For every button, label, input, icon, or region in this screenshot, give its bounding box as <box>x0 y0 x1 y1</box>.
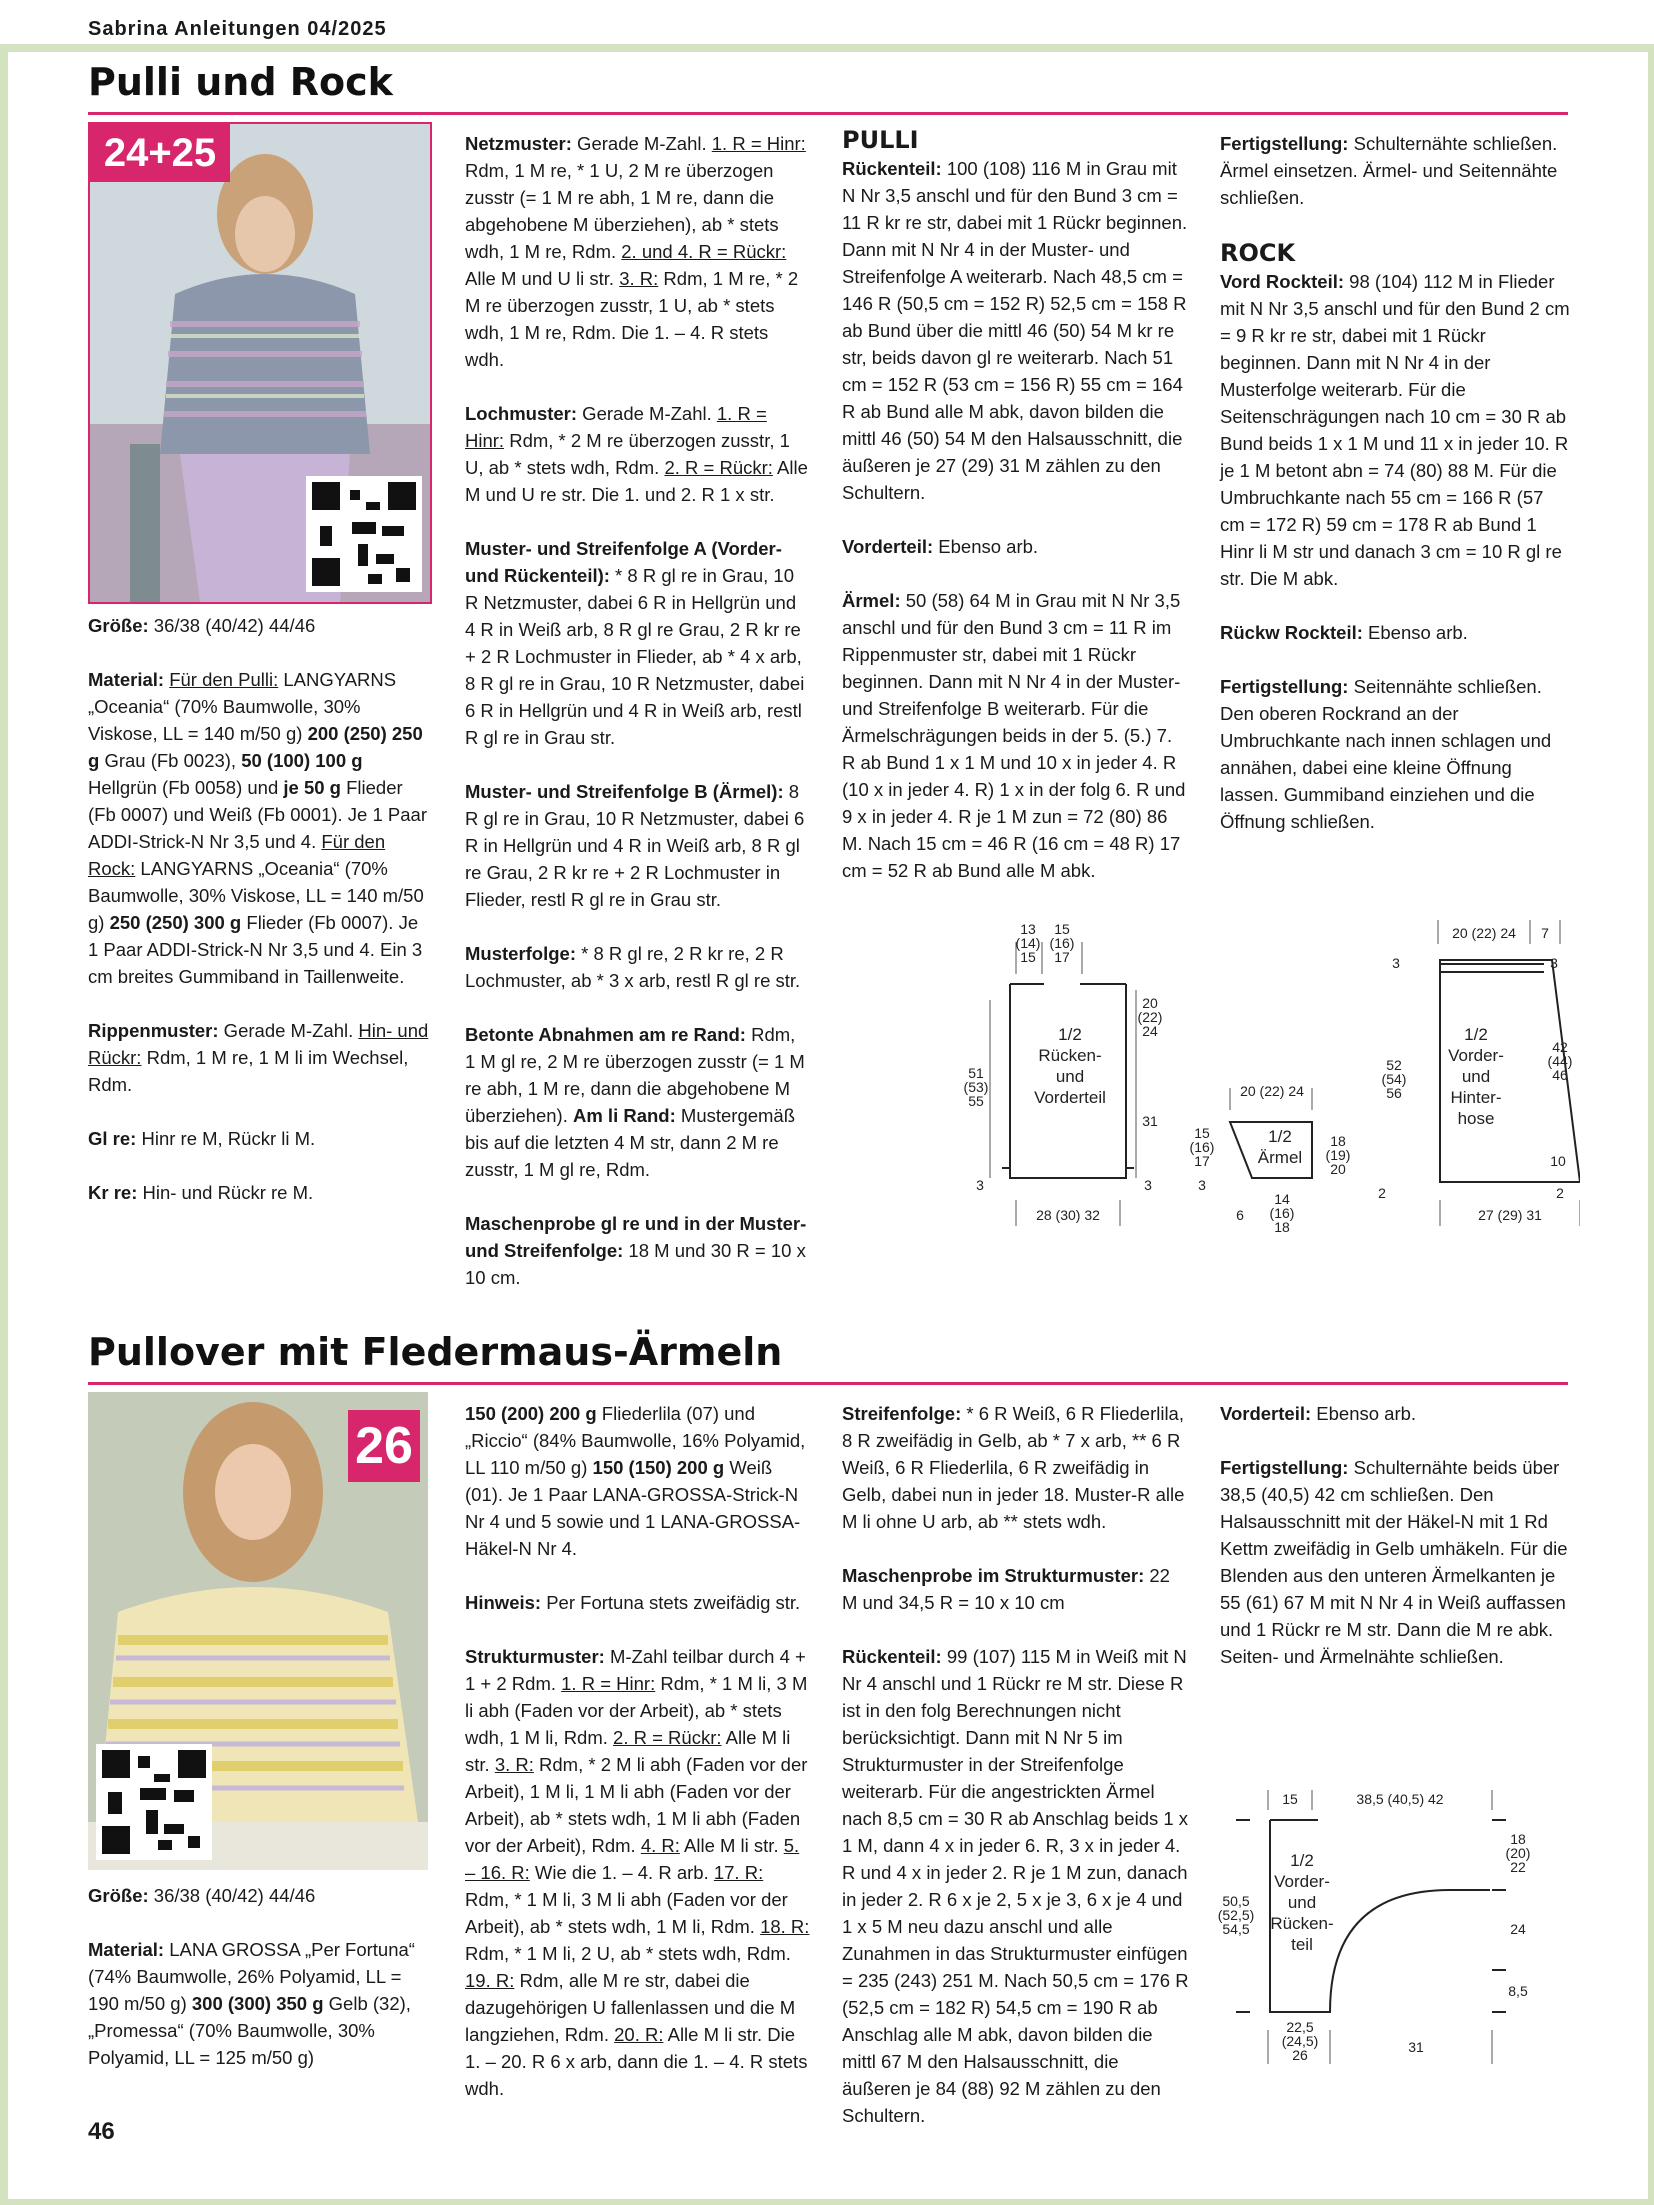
gauge-label: Maschenprobe gl re und in der Muster- und Streifenfolge: <box>465 1213 807 1261</box>
sleeve-dim-right: 20 <box>1330 1161 1346 1177</box>
structure-pattern-text: Rdm, alle M re str, dabei die dazugehörigen U fallenlassen und die M langziehen, Rdm. <box>465 1970 796 2045</box>
back-dim-bund: 3 <box>976 1177 984 1193</box>
material-amount: je 50 g <box>283 777 341 798</box>
page-frame-left <box>0 44 8 2205</box>
skirt-label: und <box>1461 1067 1491 1086</box>
sleeve-label: Ärmel <box>1257 1148 1303 1167</box>
structure-pattern-text: Alle M li str. <box>679 1835 784 1856</box>
back-dim-top-b: 17 <box>1054 949 1070 965</box>
material-text: LANGYARNS „Oceania“ (70% Baumwolle, 30% Viskose, LL = 140 m/50 g) <box>88 858 424 933</box>
skirt-label: 1/2 <box>1464 1025 1488 1044</box>
skirt-dim-left: (54) <box>1381 1071 1407 1087</box>
net-pattern-text: 1. R = Hinr: <box>711 133 806 154</box>
skirt-dim-top: 20 (22) 24 <box>1452 925 1516 941</box>
front-piece-label: Vorderteil: <box>1220 1403 1312 1424</box>
sleeve-label: 1/2 <box>1268 1127 1292 1146</box>
back-piece-text: 100 (108) 116 M in Grau mit N Nr 3,5 anschl und für den Bund 3 cm = 11 R kr re str, dabei mit 1 Rückr beginnen. Dann mit N Nr 4 in der Muster- und Streifenfolge A weiterarb. Nach 48,5 cm = 146 R (50,5 cm = 152 R) 52,5 cm = 158 R ab Bund über die mittl 46 (50) 54 M kr re str, beids davon gl re weiterarb. Nach 51 cm = 152 R (53 cm = 156 R) 55 cm = 164 R ab Bund alle M abk, davon bilden die mittl 46 (50) 54 M den Halsausschnitt, die äußeren je 27 (29) 31 M zählen zu den Schultern. <box>842 158 1188 503</box>
skirt-label: Vorder- <box>1448 1046 1504 1065</box>
pulli-heading: PULLI <box>842 126 919 154</box>
decrease-left-label: Am li Rand: <box>572 1105 676 1126</box>
back-dim-bottom: 28 (30) 32 <box>1036 1207 1100 1223</box>
back-dim-left: 55 <box>968 1093 984 1109</box>
s2-column-a <box>88 1882 433 2098</box>
material-amount: 150 (200) 200 g <box>465 1403 597 1424</box>
back-dim-left: 51 <box>968 1065 984 1081</box>
finishing-label: Fertigstellung: <box>1220 133 1349 154</box>
pullover-dim-bottom-right: 31 <box>1408 2039 1424 2055</box>
pattern-sequence-label: Musterfolge: <box>465 943 576 964</box>
net-pattern-text: Rdm, 1 M re, * 1 U, 2 M re überzogen zusstr (= 1 M re abh, 1 M re, dann die abgehobene M überziehen), ab * stets wdh, 1 M re, Rdm. <box>465 160 779 262</box>
finishing-text: Schulternähte schließen. Ärmel einsetzen. Ärmel- und Seitennähte schließen. <box>1220 133 1558 208</box>
material-amount: 250 (250) 300 g <box>109 912 242 933</box>
net-pattern-text: Rdm, 1 M re, * 2 M re überzogen zusstr, 1 U, ab * stets wdh, 1 M re, Rdm. Die 1. – 4. R stets wdh. <box>465 268 799 370</box>
pullover-dim-left: (52,5) <box>1217 1907 1255 1923</box>
pullover-dim-top-right: 38,5 (40,5) 42 <box>1356 1791 1444 1807</box>
sleeve-dim-bottom-left: 6 <box>1236 1207 1244 1223</box>
pullover-dim-left: 50,5 <box>1222 1893 1250 1909</box>
decrease-text: Rdm, 1 M gl re, 2 M re überzogen zusstr (= 1 M re abh, 1 M re, dann die abgehobene M überziehen). <box>465 1024 805 1126</box>
pullover-dim-right-mid: 24 <box>1510 1921 1526 1937</box>
stockinette-text: Hinr re M, Rückr li M. <box>136 1128 316 1149</box>
s2-column-b <box>465 1400 810 2129</box>
back-dim-right: (22) <box>1137 1009 1163 1025</box>
sleeve-dim-top: 20 (22) 24 <box>1240 1083 1304 1099</box>
pullover-dim-bottom: 26 <box>1292 2047 1308 2063</box>
material-amount: 50 (100) 100 g <box>241 750 363 771</box>
sleeve-dim-bottom: (16) <box>1269 1205 1295 1221</box>
lace-pattern-text: Alle M und U re str. Die 1. und 2. R 1 x str. <box>465 457 808 505</box>
pullover-dim-top-left: 15 <box>1282 1791 1298 1807</box>
material-text: Hellgrün (Fb 0058) und <box>88 777 284 798</box>
material-amount: 300 (300) 350 g <box>191 1993 324 2014</box>
back-dim-top-a: (14) <box>1015 935 1041 951</box>
pattern-sequence-text: * 8 R gl re, 2 R kr re, 2 R Lochmuster, ab * 3 x arb, restl R gl re str. <box>465 943 801 991</box>
pullover-dim-right-top: 22 <box>1510 1859 1526 1875</box>
note-label: Hinweis: <box>465 1592 542 1613</box>
structure-pattern-text: 2. R = Rückr: <box>613 1727 722 1748</box>
s1-column-a <box>88 612 433 1233</box>
back-piece-label: 1/2 <box>1058 1025 1082 1044</box>
skirt-label: hose <box>1457 1109 1495 1128</box>
garter-text: Hin- und Rückr re M. <box>137 1182 314 1203</box>
sleeve-dim-left: 17 <box>1194 1153 1210 1169</box>
pullover-label: und <box>1287 1893 1317 1912</box>
front-piece-text: Ebenso arb. <box>933 536 1039 557</box>
net-pattern-text: 2. und 4. R = Rückr: <box>621 241 787 262</box>
pattern-number-badge-2: 26 <box>348 1410 420 1482</box>
back-dim-right: 24 <box>1142 1023 1158 1039</box>
pullover-label: teil <box>1291 1935 1313 1954</box>
sleeve-dim-right: (19) <box>1325 1147 1351 1163</box>
skirt-dim-left: 52 <box>1386 1057 1402 1073</box>
structure-pattern-text: 5. – 16. R: <box>465 1835 800 1883</box>
structure-pattern-text: 3. R: <box>494 1754 534 1775</box>
rock-heading: ROCK <box>1220 239 1296 267</box>
pullover-dim-bottom: (24,5) <box>1281 2033 1319 2049</box>
rib-pattern-text: Gerade M-Zahl. <box>218 1020 359 1041</box>
material-text: LANA GROSSA „Per Fortuna“ (74% Baumwolle, 26% Polyamid, LL = 190 m/50 g) <box>88 1939 415 2014</box>
stripe-sequence-a-text: * 8 R gl re in Grau, 10 R Netzmuster, dabei 6 R in Hellgrün und 4 R in Weiß arb, 8 R gl re Grau, 2 R kr re + 2 R Lochmuster in Flieder, ab * 4 x arb, 8 R gl re in Grau, 10 R Netzmuster, dabei 6 R in Hellgrün und 4 R in Weiß arb, restl R gl re in Grau str. <box>465 565 805 748</box>
back-dim-top-b: 15 <box>1054 921 1070 937</box>
back-piece-label: Rückenteil: <box>842 1646 942 1667</box>
material-text: Weiß (01). Je 1 Paar LANA-GROSSA-Strick-N Nr 4 und 5 sowie und 1 LANA-GROSSA-Häkel-N Nr 4. <box>465 1457 801 1559</box>
section1-title: Pulli und Rock <box>88 60 393 104</box>
material-amount: 200 (250) 250 g <box>88 723 423 771</box>
size-value: 36/38 (40/42) 44/46 <box>148 615 316 636</box>
back-dim-bund: 3 <box>1144 1177 1152 1193</box>
back-piece-label: und <box>1055 1067 1085 1086</box>
skirt-dim-rim: 3 <box>1392 955 1400 971</box>
skirt-dim-rim: 3 <box>1550 955 1558 971</box>
stripe-sequence-a-label: Muster- und Streifenfolge A (Vorder- und Rückenteil): <box>465 538 782 586</box>
material-text: LANGYARNS „Oceania“ (70% Baumwolle, 30% Viskose, LL = 140 m/50 g) <box>88 669 397 744</box>
rib-pattern-text: Hin- und Rückr: <box>88 1020 429 1068</box>
sleeve-dim-bottom: 14 <box>1274 1191 1290 1207</box>
stockinette-label: Gl re: <box>88 1128 137 1149</box>
s1-column-c <box>842 125 1190 911</box>
sleeve-label: Ärmel: <box>842 590 901 611</box>
structure-pattern-label: Strukturmuster: <box>465 1646 605 1667</box>
back-dim-right-lower: 31 <box>1142 1113 1158 1129</box>
material-text: Für den Rock: <box>88 831 386 879</box>
s1-column-d <box>1220 130 1570 862</box>
sleeve-dim-right: 18 <box>1330 1133 1346 1149</box>
page-frame-right <box>1648 44 1654 2205</box>
back-piece-text: 99 (107) 115 M in Weiß mit N Nr 4 anschl und 1 Rückr re M str. Diese R ist in den folg Berechnungen nicht berücksichtigt. Dann mit N Nr 5 im Strukturmuster in der Streifenfolge weiterarb. Für die angestrickten Ärmel nach 8,5 cm = 30 R ab Anschlag beids 1 x 1 M, dann 4 x in jeder 6. R, 3 x in jeder 4. R und 4 x in jeder 2. R je 1 M zun, danach in jeder 2. R 6 x je 2, 5 x je 3, 6 x je 4 und 1 x 5 M neu dazu anschl und alle Zunahmen in das Strukturmuster einfügen = 235 (243) 251 M. Nach 50,5 cm = 176 R (52,5 cm = 182 R) 54,5 cm = 190 R ab Anschlag alle M abk, davon bilden die mittl 67 M den Halsausschnitt, die äußeren je 84 (88) 92 M zählen zu den Schultern. <box>842 1646 1189 2126</box>
structure-pattern-text: M-Zahl teilbar durch 4 + 1 + 2 Rdm. <box>465 1646 806 1694</box>
front-piece-text: Ebenso arb. <box>1311 1403 1417 1424</box>
sleeve-text: 50 (58) 64 M in Grau mit N Nr 3,5 anschl und für den Bund 3 cm = 11 R im Rippenmuster str, dabei mit 1 Rückr beginnen. Dann mit N Nr 4 in der Muster- und Streifenfolge B weiterarb. Für die Ärmelschrägungen beids in der 5. (5.) 7. R ab Bund 1 x 1 M und 10 x in jeder 4. R (10 x in jeder 4. R) 1 x in der folg 6. R und 9 x in jeder 4. R je 1 M zun = 72 (80) 86 M. Nach 15 cm = 46 R (16 cm = 48 R) 17 cm = 52 R ab Bund alle M abk. <box>842 590 1186 881</box>
model-photo-2 <box>88 1392 428 1870</box>
s2-column-c <box>842 1400 1190 2156</box>
stripe-sequence-text: * 6 R Weiß, 6 R Fliederlila, 8 R zweifädig in Gelb, ab * 7 x arb, ** 6 R Weiß, 6 R Fliederlila, 6 R zweifädig in Gelb, dabei nun in jeder 18. Muster-R alle M li ohne U arb, ab ** stets wdh. <box>842 1403 1185 1532</box>
skirt-dim-bottom: 27 (29) 31 <box>1478 1207 1542 1223</box>
back-skirt-label: Rückw Rockteil: <box>1220 622 1363 643</box>
pullover-dim-right-low: 8,5 <box>1508 1983 1528 1999</box>
back-dim-top-a: 13 <box>1020 921 1036 937</box>
structure-pattern-text: 17. R: <box>713 1862 764 1883</box>
net-pattern-text: Gerade M-Zahl. <box>571 133 712 154</box>
front-skirt-label: Vord Rockteil: <box>1220 271 1345 292</box>
decrease-label: Betonte Abnahmen am re Rand: <box>465 1024 746 1045</box>
sleeve-dim-bottom: 18 <box>1274 1219 1290 1235</box>
structure-pattern-text: 1. R = Hinr: <box>561 1673 656 1694</box>
material-label: Material: <box>88 1939 165 1960</box>
net-pattern-label: Netzmuster: <box>465 133 572 154</box>
model-photo-1 <box>88 122 432 604</box>
skirt-dim-right: 42 <box>1552 1039 1568 1055</box>
gauge-text: 22 M und 34,5 R = 10 x 10 cm <box>842 1565 1170 1613</box>
skirt-dim-left: 56 <box>1386 1085 1402 1101</box>
pullover-label: Rücken- <box>1270 1914 1334 1933</box>
section2-rule <box>88 1382 1568 1385</box>
pullover-label: 1/2 <box>1290 1851 1314 1870</box>
s1-column-b <box>465 130 810 1318</box>
decrease-text: Mustergemäß bis auf die letzten 4 M str, dann 2 M re zusstr, 1 M gl re, Rdm. <box>465 1105 796 1180</box>
sleeve-dim-left: (16) <box>1189 1139 1215 1155</box>
structure-pattern-text: Rdm, * 2 M li abh (Faden vor der Arbeit), 1 M li, 1 M li abh (Faden vor der Arbeit), ab * stets wdh, 1 M li abh (Faden vor der Arbeit), Rdm. <box>465 1754 808 1856</box>
pattern-number-badge-1: 24+25 <box>90 124 230 182</box>
page-frame-top <box>0 44 1654 52</box>
structure-pattern-text: 19. R: <box>465 1970 515 1991</box>
note-text: Per Fortuna stets zweifädig str. <box>541 1592 801 1613</box>
finishing-label: Fertigstellung: <box>1220 1457 1349 1478</box>
structure-pattern-text: 20. R: <box>614 2024 664 2045</box>
page-number: 46 <box>88 2118 115 2145</box>
skirt-dim-bund: 2 <box>1556 1185 1564 1201</box>
material-label: Material: <box>88 669 165 690</box>
skirt-dim-right: (44) <box>1547 1053 1573 1069</box>
structure-pattern-text: Rdm, * 1 M li, 3 M li abh (Faden vor der Arbeit), ab * stets wdh, 1 M li, Rdm. <box>465 1889 788 1937</box>
qr-code-2[interactable] <box>96 1744 212 1860</box>
schematic-diagram-2 <box>1210 1770 1540 2080</box>
section2-title: Pullover mit Fledermaus-Ärmeln <box>88 1330 783 1374</box>
back-dim-right: 20 <box>1142 995 1158 1011</box>
structure-pattern-text: Wie die 1. – 4. R arb. <box>529 1862 714 1883</box>
pullover-dim-right-top: 18 <box>1510 1831 1526 1847</box>
size-label: Größe: <box>88 615 149 636</box>
size-label: Größe: <box>88 1885 149 1906</box>
skirt-dim-top-right: 7 <box>1541 925 1549 941</box>
net-pattern-text: Alle M und U li str. <box>465 268 620 289</box>
net-pattern-text: 3. R: <box>619 268 659 289</box>
back-dim-top-b: (16) <box>1049 935 1075 951</box>
back-piece-label: Rückenteil: <box>842 158 942 179</box>
back-piece-label: Vorderteil <box>1034 1088 1106 1107</box>
skirt-finishing-label: Fertigstellung: <box>1220 676 1349 697</box>
rib-pattern-text: Rdm, 1 M re, 1 M li im Wechsel, Rdm. <box>88 1047 409 1095</box>
sleeve-dim-left: 15 <box>1194 1125 1210 1141</box>
finishing-text: Schulternähte beids über 38,5 (40,5) 42 cm schließen. Den Halsausschnitt mit der Häkel-N mit 1 Rd Kettm zweifädig in Gelb umhäkeln. Für die Blenden aus den unteren Ärmelkanten je 55 (61) 67 M mit N Nr 4 in Weiß auffassen und 1 Rückr re M str. Dann die M re abk. Seiten- und Ärmelnähte schließen. <box>1220 1457 1568 1667</box>
skirt-dim-right-small: 10 <box>1550 1153 1566 1169</box>
pullover-label: Vorder- <box>1274 1872 1330 1891</box>
back-dim-top-a: 15 <box>1020 949 1036 965</box>
front-skirt-text: 98 (104) 112 M in Flieder mit N Nr 3,5 anschl und für den Bund 2 cm = 9 R kr re str, dabei mit 1 Rückr beginnen. Dann mit N Nr 4 in der Musterfolge weiterarb. Für die Seitenschrägungen nach 10 cm = 30 R ab Bund beids 1 x 1 M und 11 x in jeder 10. R je 1 M betont abn = 74 (80) 88 M. Für die Umbruchkante nach 55 cm = 166 R (57 cm = 172 R) 59 cm = 178 R ab Bund 1 Hinr li M str und danach 3 cm = 10 R gl re str. Die M abk. <box>1220 271 1570 589</box>
stripe-sequence-label: Streifenfolge: <box>842 1403 962 1424</box>
structure-pattern-text: Alle M li str. <box>465 1727 791 1775</box>
rib-pattern-label: Rippenmuster: <box>88 1020 219 1041</box>
structure-pattern-text: Rdm, * 1 M li, 2 U, ab * stets wdh, Rdm. <box>465 1943 791 1964</box>
pullover-dim-right-top: (20) <box>1505 1845 1531 1861</box>
garter-label: Kr re: <box>88 1182 138 1203</box>
section1-rule <box>88 112 1568 115</box>
page-frame-bottom <box>0 2199 1654 2205</box>
sleeve-dim-bund: 3 <box>1198 1177 1206 1193</box>
lace-pattern-label: Lochmuster: <box>465 403 578 424</box>
front-piece-label: Vorderteil: <box>842 536 934 557</box>
structure-pattern-text: Alle M li str. Die 1. – 20. R 6 x arb, dann die 1. – 4. R stets wdh. <box>465 2024 808 2099</box>
material-text: Fliederlila (07) und „Riccio“ (84% Baumwolle, 16% Polyamid, LL 110 m/50 g) <box>465 1403 806 1478</box>
s2-column-d <box>1220 1400 1570 1697</box>
material-text: Grau (Fb 0023), <box>99 750 242 771</box>
material-text: Gelb (32), „Promessa“ (70% Baumwolle, 30% Polyamid, LL = 125 m/50 g) <box>88 1993 411 2068</box>
material-text: Für den Pulli: <box>169 669 279 690</box>
back-dim-left: (53) <box>963 1079 989 1095</box>
gauge-text: 18 M und 30 R = 10 x 10 cm. <box>465 1240 806 1288</box>
skirt-label: Hinter- <box>1450 1088 1502 1107</box>
structure-pattern-text: Rdm, * 1 M li, 3 M li abh (Faden vor der Arbeit), ab * stets wdh, 1 M li, Rdm. <box>465 1673 808 1748</box>
stripe-sequence-b-text: 8 R gl re in Grau, 10 R Netzmuster, dabei 6 R in Hellgrün und 4 R in Weiß arb, 8 R gl re Grau, 2 R kr re + 2 R Lochmuster in Flieder, restl R gl re in Grau str. <box>465 781 805 910</box>
schematic-diagrams-1 <box>940 910 1580 1250</box>
stripe-sequence-b-label: Muster- und Streifenfolge B (Ärmel): <box>465 781 784 802</box>
skirt-dim-bund: 2 <box>1378 1185 1386 1201</box>
size-value: 36/38 (40/42) 44/46 <box>148 1885 316 1906</box>
skirt-dim-right: 46 <box>1552 1067 1568 1083</box>
material-amount: 150 (150) 200 g <box>592 1457 725 1478</box>
lace-pattern-text: Rdm, * 2 M re überzogen zusstr, 1 U, ab * stets wdh, Rdm. <box>465 430 790 478</box>
lace-pattern-text: Gerade M-Zahl. <box>577 403 717 424</box>
qr-code-1[interactable] <box>306 476 422 592</box>
lace-pattern-text: 2. R = Rückr: <box>664 457 773 478</box>
back-skirt-text: Ebenso arb. <box>1362 622 1468 643</box>
back-piece-label: Rücken- <box>1038 1046 1102 1065</box>
pullover-dim-left: 54,5 <box>1222 1921 1250 1937</box>
lace-pattern-text: 1. R = Hinr: <box>465 403 767 451</box>
structure-pattern-text: 4. R: <box>640 1835 680 1856</box>
material-text: Flieder (Fb 0007) und Weiß (Fb 0001). Je 1 Paar ADDI-Strick-N Nr 3,5 und 4. <box>88 777 427 852</box>
gauge-label: Maschenprobe im Strukturmuster: <box>842 1565 1145 1586</box>
material-text: Flieder (Fb 0007). Je 1 Paar ADDI-Strick-N Nr 3,5 und 4. Ein 3 cm breites Gummiband in Taillenweite. <box>88 912 423 987</box>
magazine-title: Sabrina Anleitungen 04/2025 <box>88 18 387 40</box>
structure-pattern-text: 18. R: <box>760 1916 810 1937</box>
pullover-dim-bottom: 22,5 <box>1286 2019 1314 2035</box>
skirt-finishing-text: Seitennähte schließen. Den oberen Rockrand an der Umbruchkante nach innen schlagen und annähen, dabei eine kleine Öffnung lassen. Gummiband einziehen und die Öffnung schließen. <box>1220 676 1552 832</box>
